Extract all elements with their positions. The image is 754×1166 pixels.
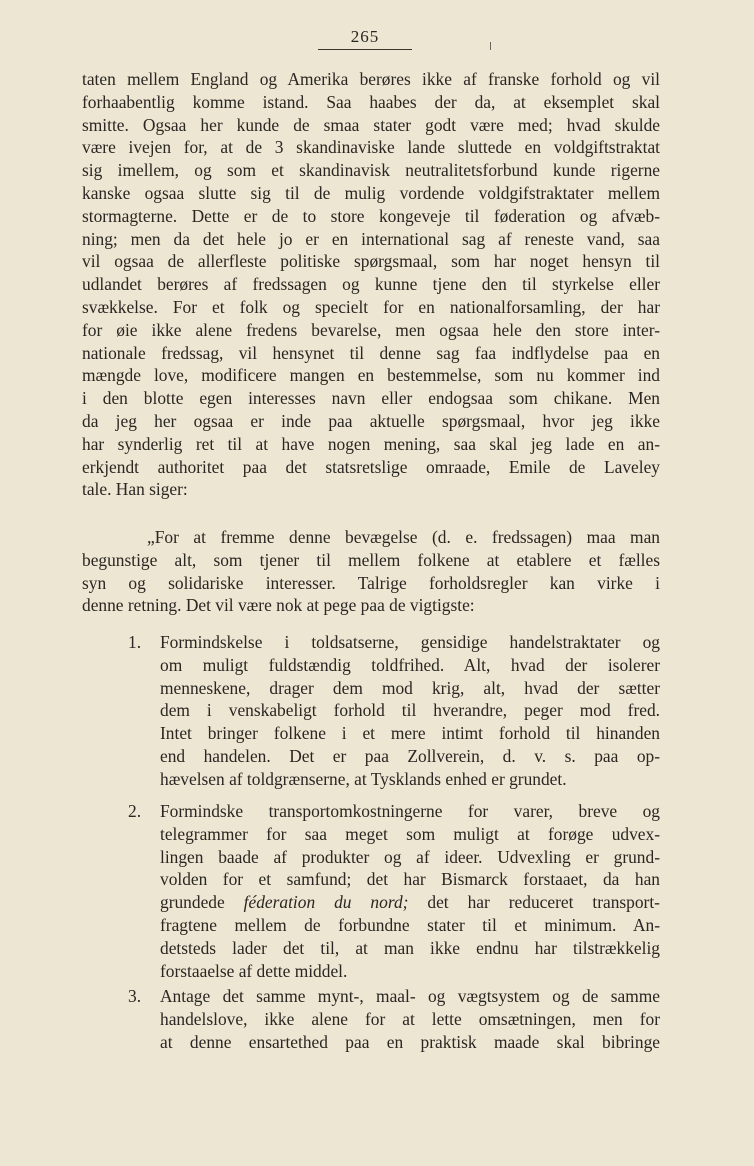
text-line: om muligt fuldstændig toldfrihed. Alt, hvad der isolerer [160, 654, 660, 675]
text-line: syn og solidariske interesser. Talrige forholdsregler kan virke i [82, 572, 660, 593]
text-line: denne retning. Det vil være nok at pege paa de vigtigste: [82, 595, 475, 616]
text-line: da jeg her ogsaa er inde paa aktuelle spørgsmaal, hvor jeg ikke [82, 410, 660, 431]
text-line: har synderlig ret til at have nogen mening, saa skal jeg lade en an- [82, 433, 660, 454]
text-line: nationale fredssag, vil hensynet til denne sag faa indflydelse paa en [82, 342, 660, 363]
text-line: mængde love, modificere mangen en bestemmelse, som nu kommer ind [82, 365, 660, 386]
list-item-2 [82, 800, 660, 982]
text-line: fragtene mellem de forbundne stater til et minimum. An- [160, 914, 660, 935]
text-line: handelslove, ikke alene for at lette omsætningen, men for [160, 1008, 660, 1029]
text-line: smitte. Ogsaa her kunde de smaa stater godt være med; hvad skulde [82, 114, 660, 135]
text-line [160, 891, 660, 914]
page-number-rule [318, 49, 412, 50]
text-line: i den blotte egen interesses navn eller endogsaa som chikane. Men [82, 388, 660, 409]
text-line: Formindske transportomkostningerne for varer, breve og [160, 801, 660, 821]
text-line: for øie ikke alene fredens bevarelse, men ogsaa hele den store inter- [82, 319, 660, 340]
list-number: 3. [128, 986, 142, 1006]
text-line: taten mellem England og Amerika berøres ikke af franske forhold og vil [82, 69, 660, 89]
quote-intro [82, 526, 660, 617]
inline-text: det har reduceret transport- [427, 892, 660, 913]
text-line: menneskene, drager dem mod krig, alt, hvad der sætter [160, 677, 660, 698]
text-line: Antage det samme mynt-, maal- og vægtsystem og de samme [160, 986, 660, 1006]
text-line: ning; men da det hele jo er en international sag af reneste vand, saa [82, 228, 660, 249]
text-line: vil ogsaa de allerfleste politiske spørgsmaal, som har noget hensyn til [82, 251, 660, 272]
text-line: sig imellem, og som et skandinavisk neutralitetsforbund kunde rigerne [82, 160, 660, 181]
text-line: Formindskelse i toldsatserne, gensidige handelstraktater og [160, 632, 660, 652]
body-paragraph [82, 68, 660, 501]
text-line: tale. Han siger: [82, 479, 188, 500]
italic-phrase: féderation du nord; [243, 892, 409, 913]
text-line: erkjendt authoritet paa det statsretslige omraade, Emile de Laveley [82, 456, 660, 477]
text-line: forstaaelse af dette middel. [160, 960, 348, 981]
text-line: svækkelse. For et folk og specielt for en nationalforsamling, der har [82, 296, 660, 317]
text-line: stormagterne. Dette er de to store kongeveje til føderation og afvæb- [82, 205, 660, 226]
text-line: være ivejen for, at de 3 skandinaviske lande sluttede en voldgiftstraktat [82, 137, 660, 158]
list-number: 2. [128, 801, 142, 821]
page-number: 265 [350, 27, 380, 46]
text-line: udlandet berøres af fredssagen og kunne tjene den til styrkelse eller [82, 274, 660, 295]
text-line: hævelsen af toldgrænserne, at Tysklands enhed er grundet. [160, 768, 567, 789]
list-item-3 [82, 985, 660, 1053]
list-item-1 [82, 631, 660, 791]
text-line: forhaabentlig komme istand. Saa haabes der da, at eksemplet skal [82, 91, 660, 112]
text-line: kanske ogsaa slutte sig til de mulig vordende voldgifstraktater mellem [82, 182, 660, 203]
text-line: begunstige alt, som tjener til mellem folkene at etablere et fælles [82, 549, 660, 570]
inline-text: grundede [160, 892, 225, 913]
text-line: lingen baade af produkter og af ideer. Udvexling er grund- [160, 846, 660, 867]
text-line: detsteds lader det til, at man ikke endnu har tilstrækkelig [160, 937, 660, 958]
text-line: telegrammer for saa meget som muligt at forøge udvex- [160, 823, 660, 844]
text-line: end handelen. Det er paa Zollverein, d. v. s. paa op- [160, 745, 660, 766]
text-line: dem i venskabeligt forhold til hverandre, peger mod fred. [160, 700, 660, 721]
text-line: at denne ensartethed paa en praktisk maade skal bibringe [160, 1031, 660, 1052]
text-line: Intet bringer folkene i et mere intimt forhold til hinanden [160, 723, 660, 744]
list-number: 1. [128, 632, 142, 652]
print-mark [490, 42, 491, 50]
text-line: „For at fremme denne bevægelse (d. e. fredssagen) maa man [147, 527, 660, 547]
text-line: volden for et samfund; det har Bismarck forstaaet, da han [160, 869, 660, 890]
